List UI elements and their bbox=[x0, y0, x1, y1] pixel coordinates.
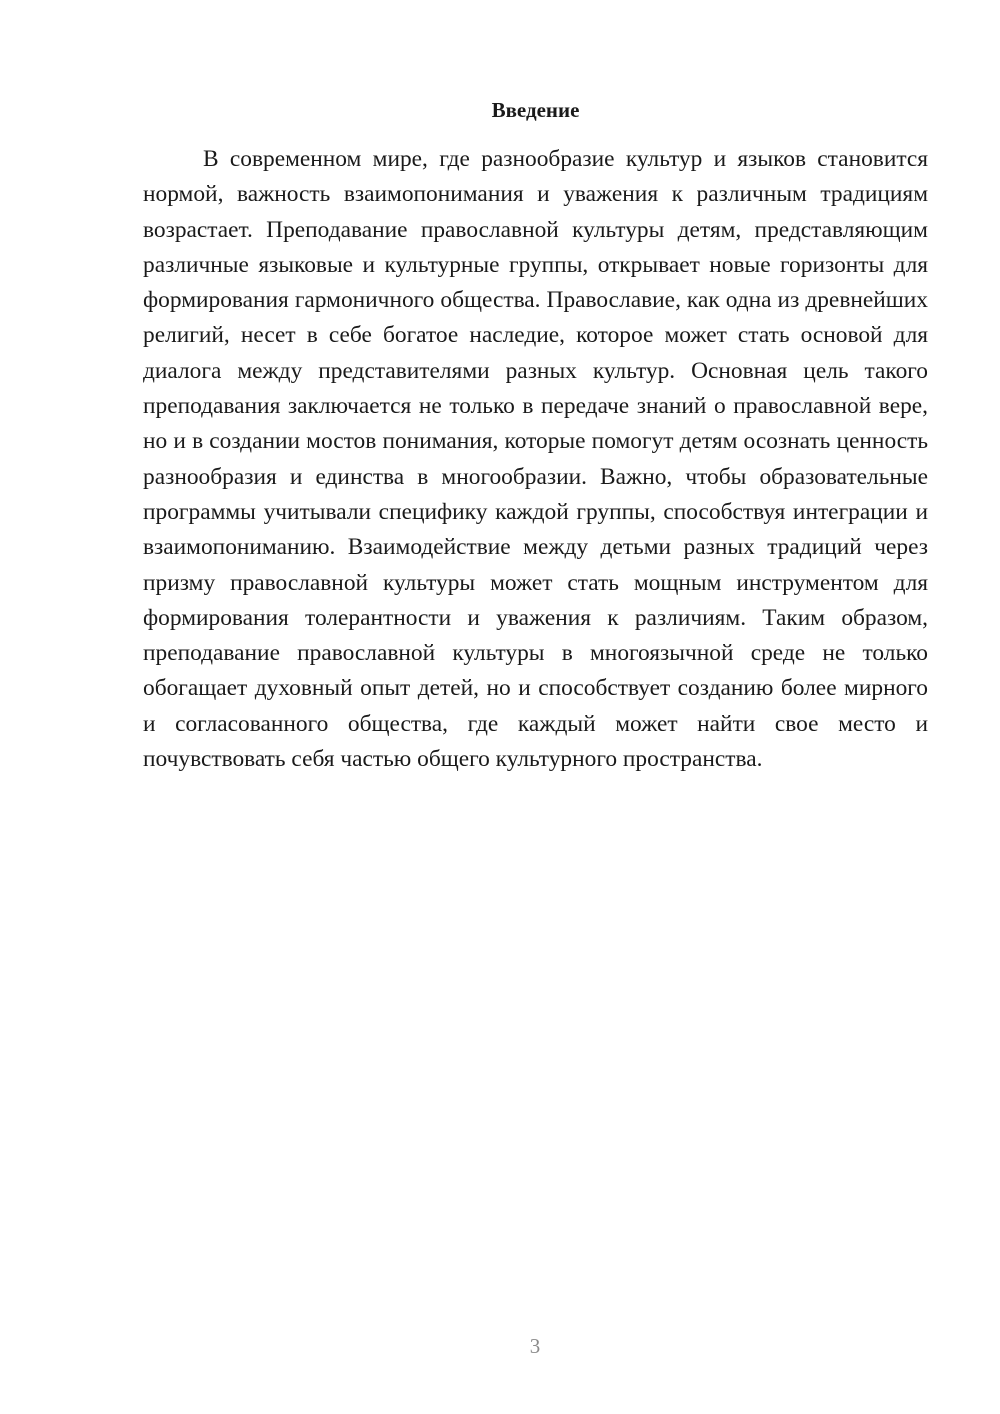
body-paragraph: В современном мире, где разнообразие культур и языков становится нормой, важность взаимопонимания и уважения к различным традициям возрастает. Преподавание православной культуры детям, представляющим различные языковые и культурные группы, открывает новые горизонты для формирования гармоничного общества. Православие, как одна из древнейших религий, несет в себе богатое наследие, которое может стать основой для диалога между представителями разных культур. Основная цель такого преподавания заключается не только в передаче знаний о православной вере, но и в создании мостов понимания, которые помогут детям осознать ценность разнообразия и единства в многообразии. Важно, чтобы образовательные программы учитывали специфику каждой группы, способствуя интеграции и взаимопониманию. Взаимодействие между детьми разных традиций через призму православной культуры может стать мощным инструментом для формирования толерантности и уважения к различиям. Таким образом, преподавание православной культуры в многоязычной среде не только обогащает духовный опыт детей, но и способствует созданию более мирного и согласованного общества, где каждый может найти свое место и почувствовать себя частью общего культурного пространства. bbox=[143, 146, 928, 773]
page-number: 3 bbox=[529, 1334, 541, 1358]
section-heading: Введение bbox=[491, 98, 580, 122]
